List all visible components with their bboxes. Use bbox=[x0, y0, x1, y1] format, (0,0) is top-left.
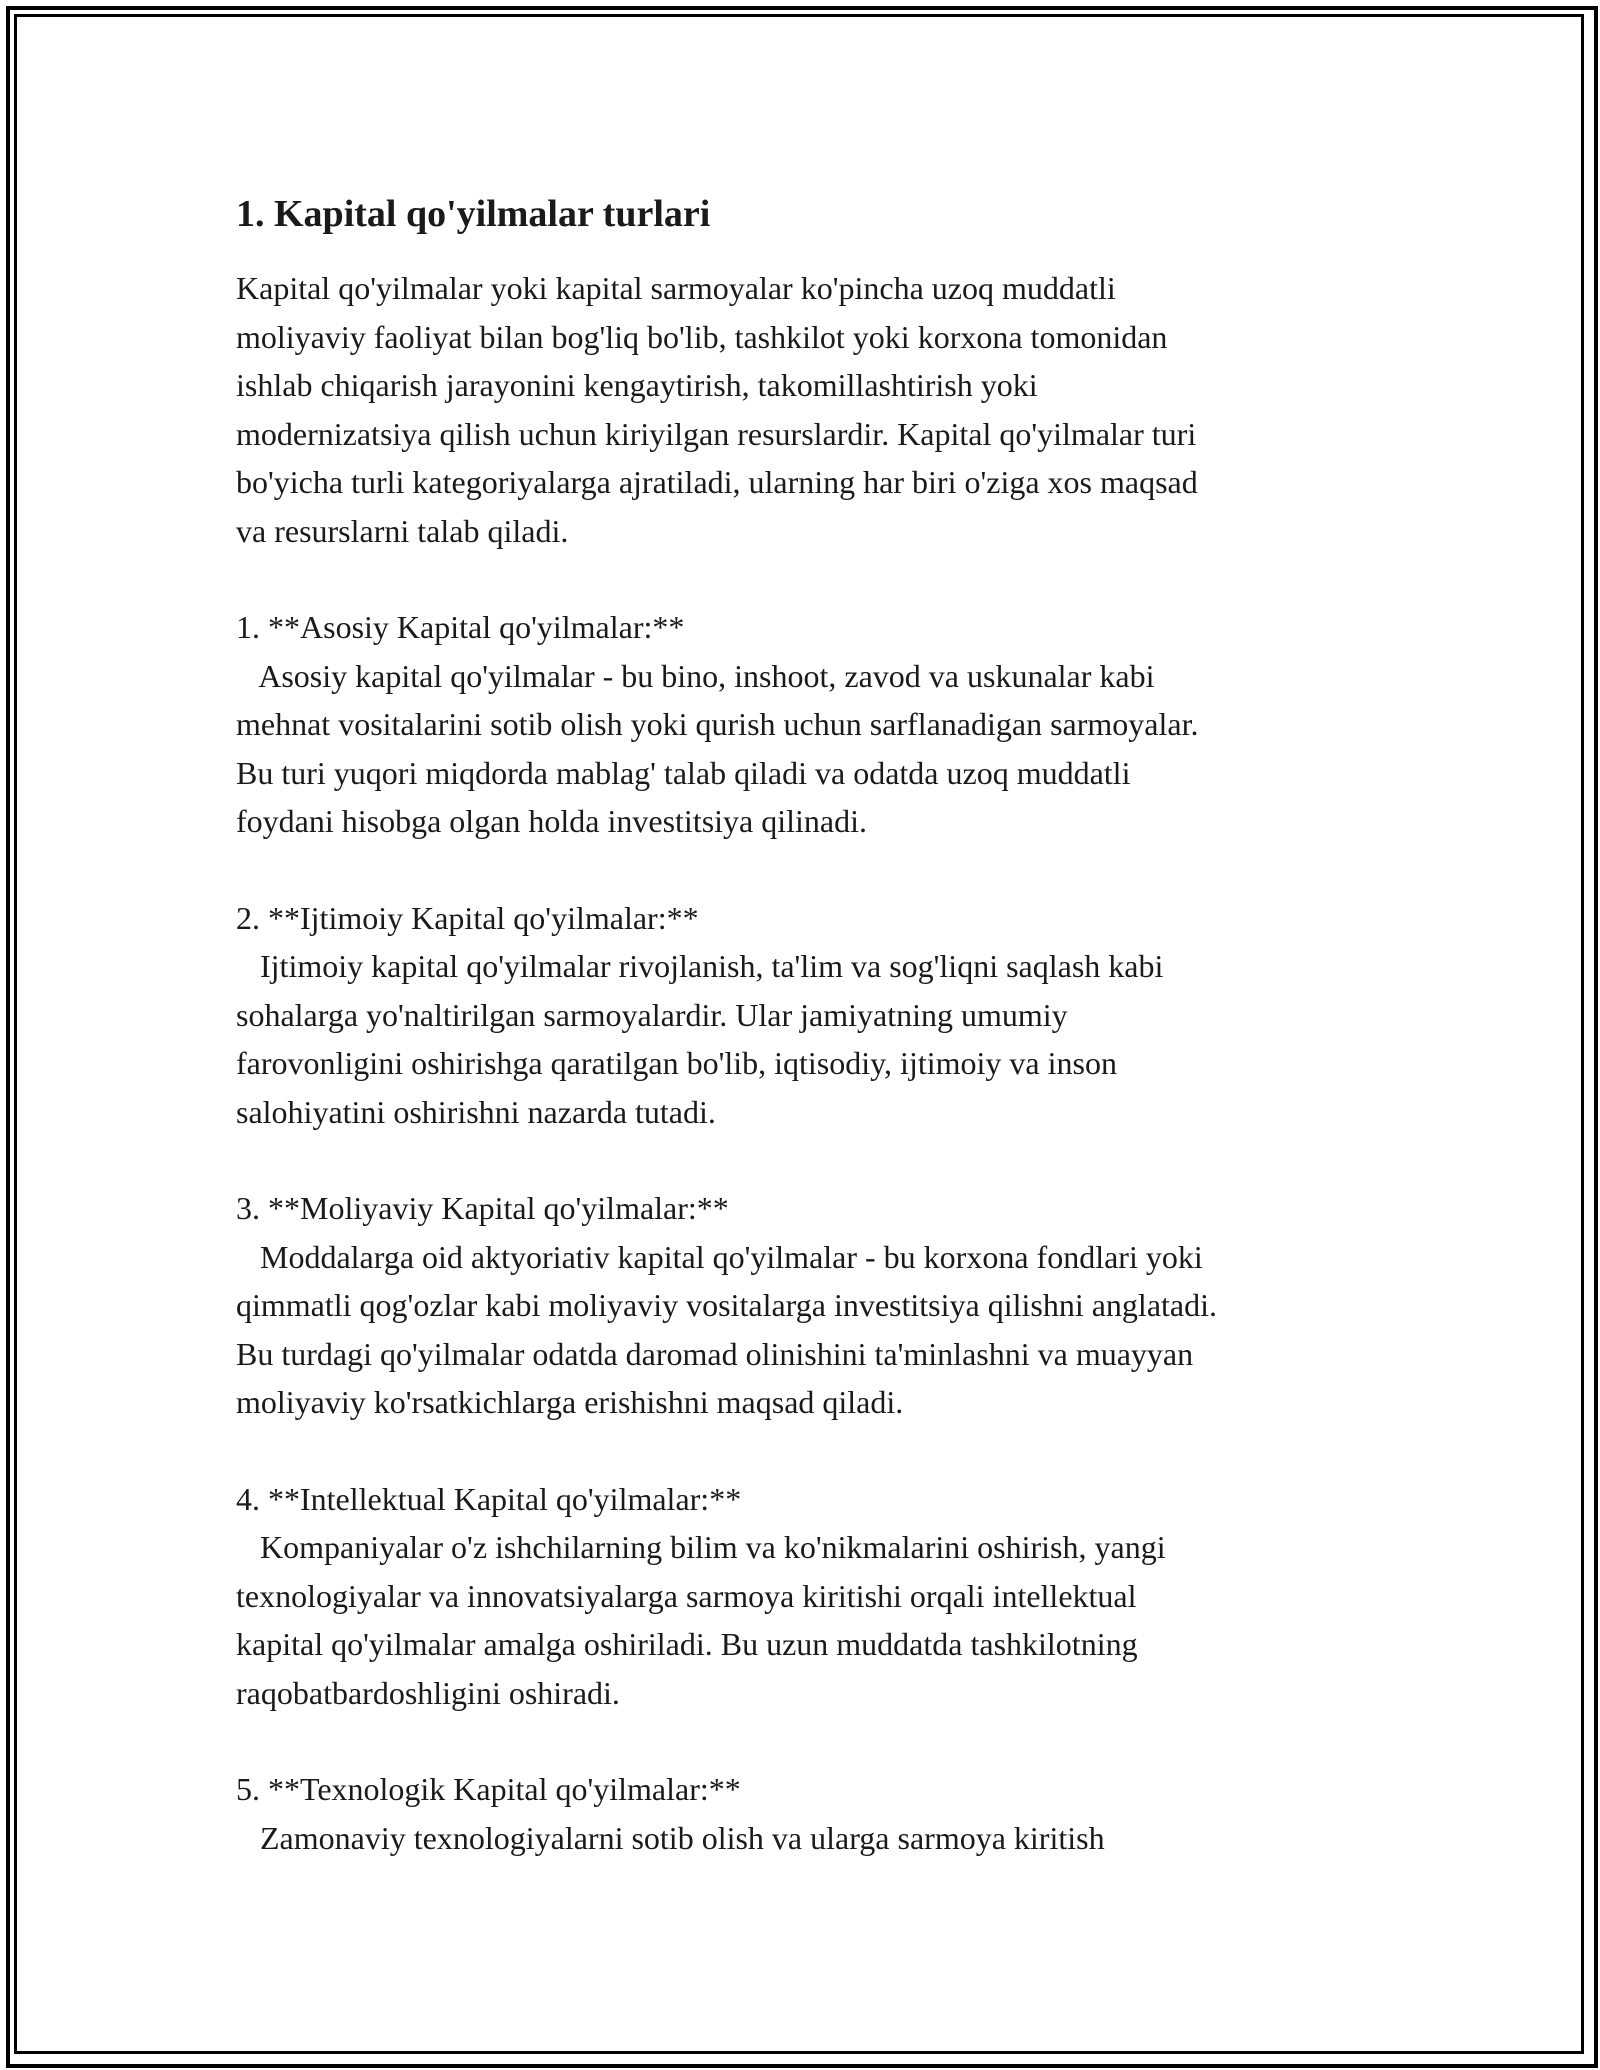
section-body bbox=[236, 652, 1386, 846]
document-body bbox=[236, 186, 1386, 1862]
text-line: Bu turdagi qo'yilmalar odatda daromad olinishini ta'minlashni va muayyan bbox=[236, 1335, 1194, 1372]
text-line: Kapital qo'yilmalar yoki kapital sarmoyalar ko'pincha uzoq muddatli bbox=[236, 270, 1116, 306]
section-heading: 4. **Intellektual Kapital qo'yilmalar:** bbox=[236, 1480, 742, 1517]
section-asosiy bbox=[236, 603, 1386, 846]
section-body bbox=[236, 1814, 1386, 1863]
text-line: texnologiyalar va innovatsiyalarga sarmoya kiritishi orqali intellektual bbox=[236, 1577, 1137, 1614]
text-line: Moddalarga oid aktyoriativ kapital qo'yilmalar - bu korxona fondlari yoki bbox=[236, 1238, 1203, 1275]
text-line: mehnat vositalarini sotib olish yoki qurish uchun sarflanadigan sarmoyalar. bbox=[236, 706, 1199, 742]
section-heading: 3. **Moliyaviy Kapital qo'yilmalar:** bbox=[236, 1190, 729, 1226]
text-line: bo'yicha turli kategoriyalarga ajratiladi, ularning har biri o'ziga xos maqsad bbox=[236, 464, 1198, 500]
text-line: foydani hisobga olgan holda investitsiya qilinadi. bbox=[236, 803, 868, 839]
section-heading: 5. **Texnologik Kapital qo'yilmalar:** bbox=[236, 1771, 741, 1807]
section-texnologik bbox=[236, 1765, 1386, 1862]
text-line: modernizatsiya qilish uchun kiriyilgan resurslardir. Kapital qo'yilmalar turi bbox=[236, 415, 1197, 452]
section-heading: 2. **Ijtimoiy Kapital qo'yilmalar:** bbox=[236, 899, 699, 936]
section-body bbox=[236, 942, 1386, 1136]
text-line: Bu turi yuqori miqdorda mablag' talab qiladi va odatda uzoq muddatli bbox=[236, 754, 1131, 791]
text-line: ishlab chiqarish jarayonini kengaytirish, takomillashtirish yoki bbox=[236, 367, 1038, 403]
section-intellektual bbox=[236, 1475, 1386, 1718]
text-line: moliyaviy faoliyat bilan bog'liq bo'lib, tashkilot yoki korxona tomonidan bbox=[236, 318, 1168, 355]
text-line: farovonligini oshirishga qaratilgan bo'lib, iqtisodiy, ijtimoiy va inson bbox=[236, 1045, 1117, 1081]
section-heading: 1. **Asosiy Kapital qo'yilmalar:** bbox=[236, 609, 685, 645]
section-body bbox=[236, 1523, 1386, 1717]
text-line: sohalarga yo'naltirilgan sarmoyalardir. Ular jamiyatning umumiy bbox=[236, 996, 1068, 1033]
text-line: moliyaviy ko'rsatkichlarga erishishni maqsad qiladi. bbox=[236, 1384, 904, 1420]
text-line: Ijtimoiy kapital qo'yilmalar rivojlanish, ta'lim va sog'liqni saqlash kabi bbox=[236, 948, 1164, 984]
section-ijtimoiy bbox=[236, 894, 1386, 1137]
text-line: Zamonaviy texnologiyalarni sotib olish va ularga sarmoya kiritish bbox=[236, 1819, 1105, 1856]
page-title: 1. Kapital qo'yilmalar turlari bbox=[236, 193, 711, 235]
text-line: Asosiy kapital qo'yilmalar - bu bino, inshoot, zavod va uskunalar kabi bbox=[236, 657, 1155, 694]
text-line: va resurslarni talab qiladi. bbox=[236, 512, 569, 549]
text-line: salohiyatini oshirishni nazarda tutadi. bbox=[236, 1093, 716, 1130]
section-moliyaviy bbox=[236, 1184, 1386, 1427]
text-line: qimmatli qog'ozlar kabi moliyaviy vositalarga investitsiya qilishni anglatadi. bbox=[236, 1287, 1217, 1323]
intro-paragraph bbox=[236, 264, 1386, 555]
text-line: Kompaniyalar o'z ishchilarning bilim va ko'nikmalarini oshirish, yangi bbox=[236, 1529, 1166, 1565]
text-line: raqobatbardoshligini oshiradi. bbox=[236, 1674, 620, 1711]
section-body bbox=[236, 1233, 1386, 1427]
text-line: kapital qo'yilmalar amalga oshiriladi. Bu uzun muddatda tashkilotning bbox=[236, 1626, 1138, 1662]
